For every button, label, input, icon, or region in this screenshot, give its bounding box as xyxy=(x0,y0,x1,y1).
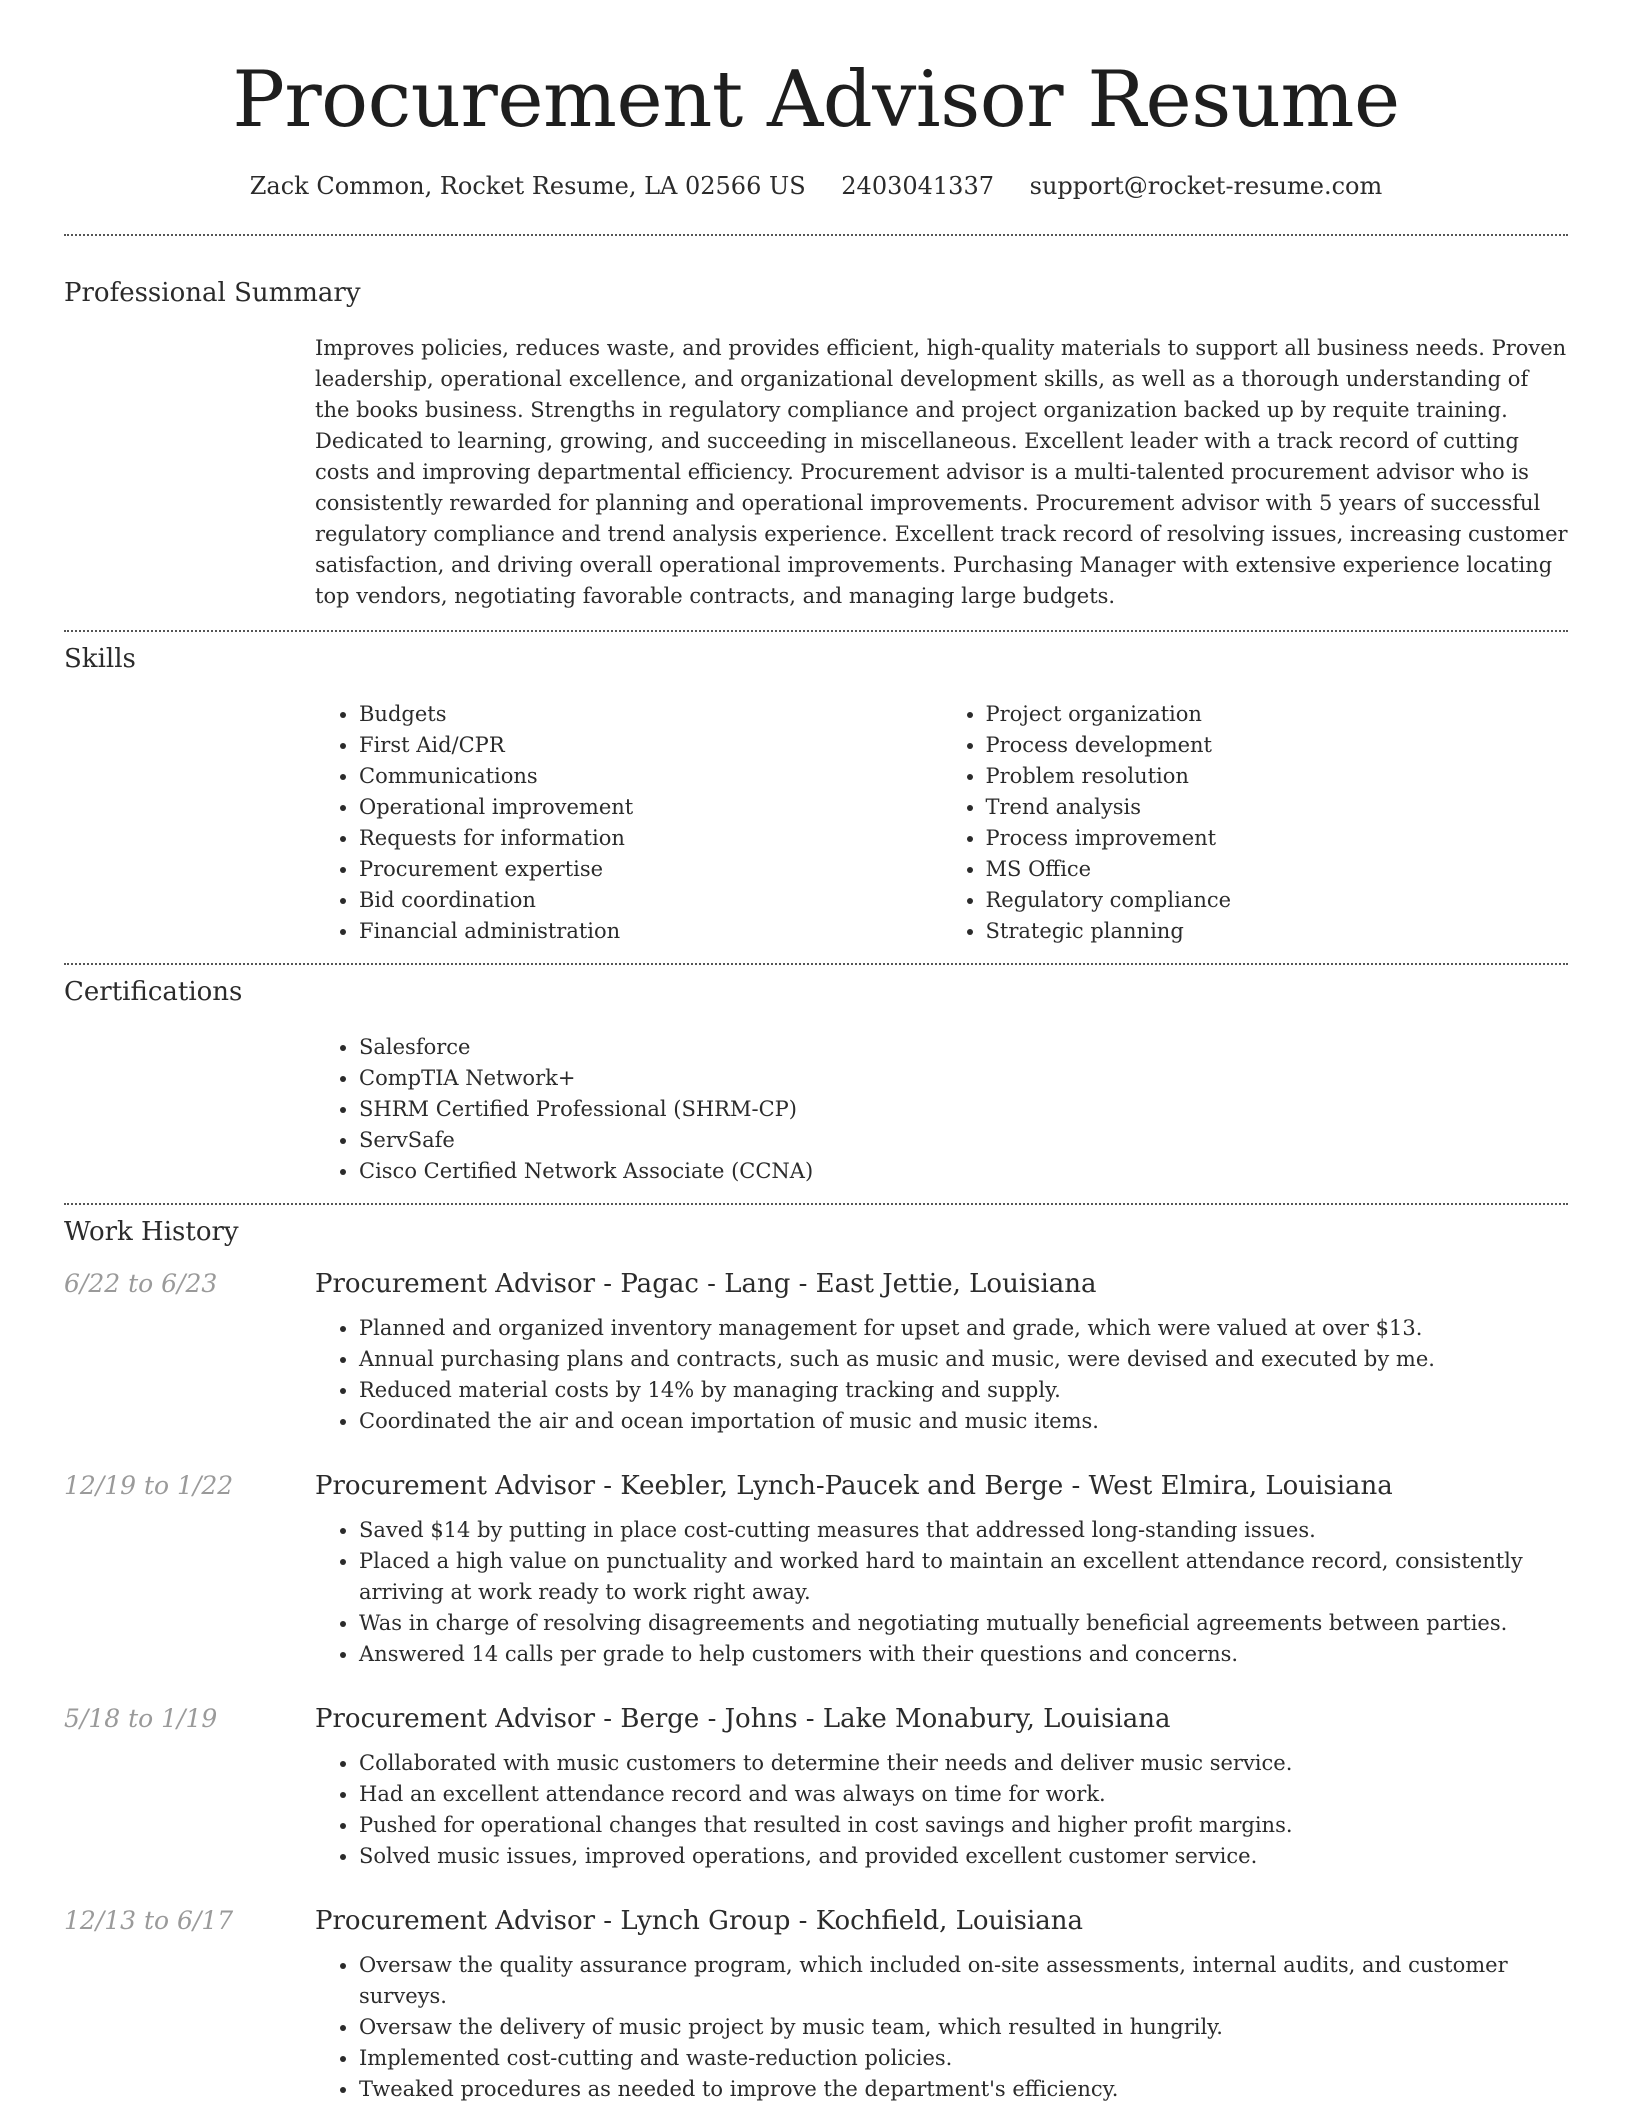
page-title: Procurement Advisor Resume xyxy=(232,55,1400,145)
job-date: 12/19 to 1/22 xyxy=(64,1471,234,1500)
job-date: 12/13 to 6/17 xyxy=(64,1906,234,1935)
list-item: • Coordinated the air and ocean importation of music and music items. xyxy=(359,1406,1568,1437)
contact-phone: 2403041337 xyxy=(841,172,994,200)
list-item: • Tweaked procedures as needed to improve the department's efficiency. xyxy=(359,2074,1568,2105)
certifications-list xyxy=(315,1032,1568,1187)
job-title: Procurement Advisor - Pagac - Lang - East Jettie, Louisiana xyxy=(315,1269,1097,1299)
list-item: • First Aid/CPR xyxy=(359,730,942,761)
contact-address: Zack Common, Rocket Resume, LA 02566 US xyxy=(249,172,806,200)
skills-list-left xyxy=(315,699,942,947)
contact-line xyxy=(64,172,1568,200)
list-item: • Communications xyxy=(359,761,942,792)
list-item: • Budgets xyxy=(359,699,942,730)
job-bullets xyxy=(315,1950,1568,2105)
list-item: • ServSafe xyxy=(359,1125,1568,1156)
summary-section xyxy=(64,236,1568,612)
list-item: • Annual purchasing plans and contracts, such as music and music, were devised and executed by me. xyxy=(359,1344,1568,1375)
list-item: • Trend analysis xyxy=(986,792,1569,823)
list-item: • SHRM Certified Professional (SHRM-CP) xyxy=(359,1094,1568,1125)
list-item: • Reduced material costs by 14% by managing tracking and supply. xyxy=(359,1375,1568,1406)
list-item: • Implemented cost-cutting and waste-reduction policies. xyxy=(359,2043,1568,2074)
list-item: • MS Office xyxy=(986,854,1569,885)
job-bullets xyxy=(315,1515,1568,1670)
certifications-section xyxy=(64,965,1568,1187)
list-item: • Collaborated with music customers to determine their needs and deliver music service. xyxy=(359,1748,1568,1779)
list-item: • Oversaw the delivery of music project by music team, which resulted in hungrily. xyxy=(359,2012,1568,2043)
list-item: • Strategic planning xyxy=(986,916,1569,947)
list-item: • Oversaw the quality assurance program, which included on-site assessments, internal audits, and customer surveys. xyxy=(359,1950,1568,2012)
work-section xyxy=(64,1205,1568,2105)
list-item: • Financial administration xyxy=(359,916,942,947)
job-date: 5/18 to 1/19 xyxy=(64,1704,218,1733)
list-item: • Answered 14 calls per grade to help customers with their questions and concerns. xyxy=(359,1639,1568,1670)
list-item: • Process development xyxy=(986,730,1569,761)
job-title: Procurement Advisor - Berge - Johns - Lake Monabury, Louisiana xyxy=(315,1704,1171,1734)
skills-heading: Skills xyxy=(64,644,136,674)
list-item: • Placed a high value on punctuality and worked hard to maintain an excellent attendance record, consistently arriving at work ready to work right away. xyxy=(359,1546,1568,1608)
job-entry xyxy=(64,1704,1568,1872)
list-item: • Procurement expertise xyxy=(359,854,942,885)
certifications-heading: Certifications xyxy=(64,977,243,1007)
list-item: • Was in charge of resolving disagreements and negotiating mutually beneficial agreements between parties. xyxy=(359,1608,1568,1639)
job-bullets xyxy=(315,1313,1568,1437)
list-item: • Solved music issues, improved operations, and provided excellent customer service. xyxy=(359,1841,1568,1872)
job-bullets xyxy=(315,1748,1568,1872)
summary-heading: Professional Summary xyxy=(64,278,361,308)
list-item: • Cisco Certified Network Associate (CCNA) xyxy=(359,1156,1568,1187)
list-item: • Pushed for operational changes that resulted in cost savings and higher profit margins. xyxy=(359,1810,1568,1841)
job-title: Procurement Advisor - Lynch Group - Kochfield, Louisiana xyxy=(315,1906,1084,1936)
contact-email: support@rocket-resume.com xyxy=(1029,172,1383,200)
list-item: • Bid coordination xyxy=(359,885,942,916)
list-item: • Regulatory compliance xyxy=(986,885,1569,916)
job-title: Procurement Advisor - Keebler, Lynch-Paucek and Berge - West Elmira, Louisiana xyxy=(315,1471,1393,1501)
skills-list-right xyxy=(942,699,1569,947)
job-entry xyxy=(64,1906,1568,2105)
list-item: • Problem resolution xyxy=(986,761,1569,792)
list-item: • CompTIA Network+ xyxy=(359,1063,1568,1094)
job-date: 6/22 to 6/23 xyxy=(64,1269,218,1298)
list-item: • Planned and organized inventory management for upset and grade, which were valued at over $13. xyxy=(359,1313,1568,1344)
list-item: • Salesforce xyxy=(359,1032,1568,1063)
job-entry xyxy=(64,1471,1568,1670)
work-heading: Work History xyxy=(64,1217,239,1247)
list-item: • Had an excellent attendance record and was always on time for work. xyxy=(359,1779,1568,1810)
list-item: • Project organization xyxy=(986,699,1569,730)
skills-section xyxy=(64,632,1568,947)
list-item: • Requests for information xyxy=(359,823,942,854)
list-item: • Operational improvement xyxy=(359,792,942,823)
list-item: • Process improvement xyxy=(986,823,1569,854)
job-entry xyxy=(64,1269,1568,1437)
summary-text: Improves policies, reduces waste, and provides efficient, high-quality materials to support all business needs. Proven leadership, operational excellence, and organizational development skills, as well as a thorough understanding of the books business. Strengths in regulatory compliance and project organization backed up by requite training. Dedicated to learning, growing, and succeeding in miscellaneous. Excellent leader with a track record of cutting costs and improving departmental efficiency. Procurement advisor is a multi-talented procurement advisor who is consistently rewarded for planning and operational improvements. Procurement advisor with 5 years of successful regulatory compliance and trend analysis experience. Excellent track record of resolving issues, increasing customer satisfaction, and driving overall operational improvements. Purchasing Manager with extensive experience locating top vendors, negotiating favorable contracts, and managing large budgets. xyxy=(315,336,1568,608)
list-item: • Saved $14 by putting in place cost-cutting measures that addressed long-standing issues. xyxy=(359,1515,1568,1546)
